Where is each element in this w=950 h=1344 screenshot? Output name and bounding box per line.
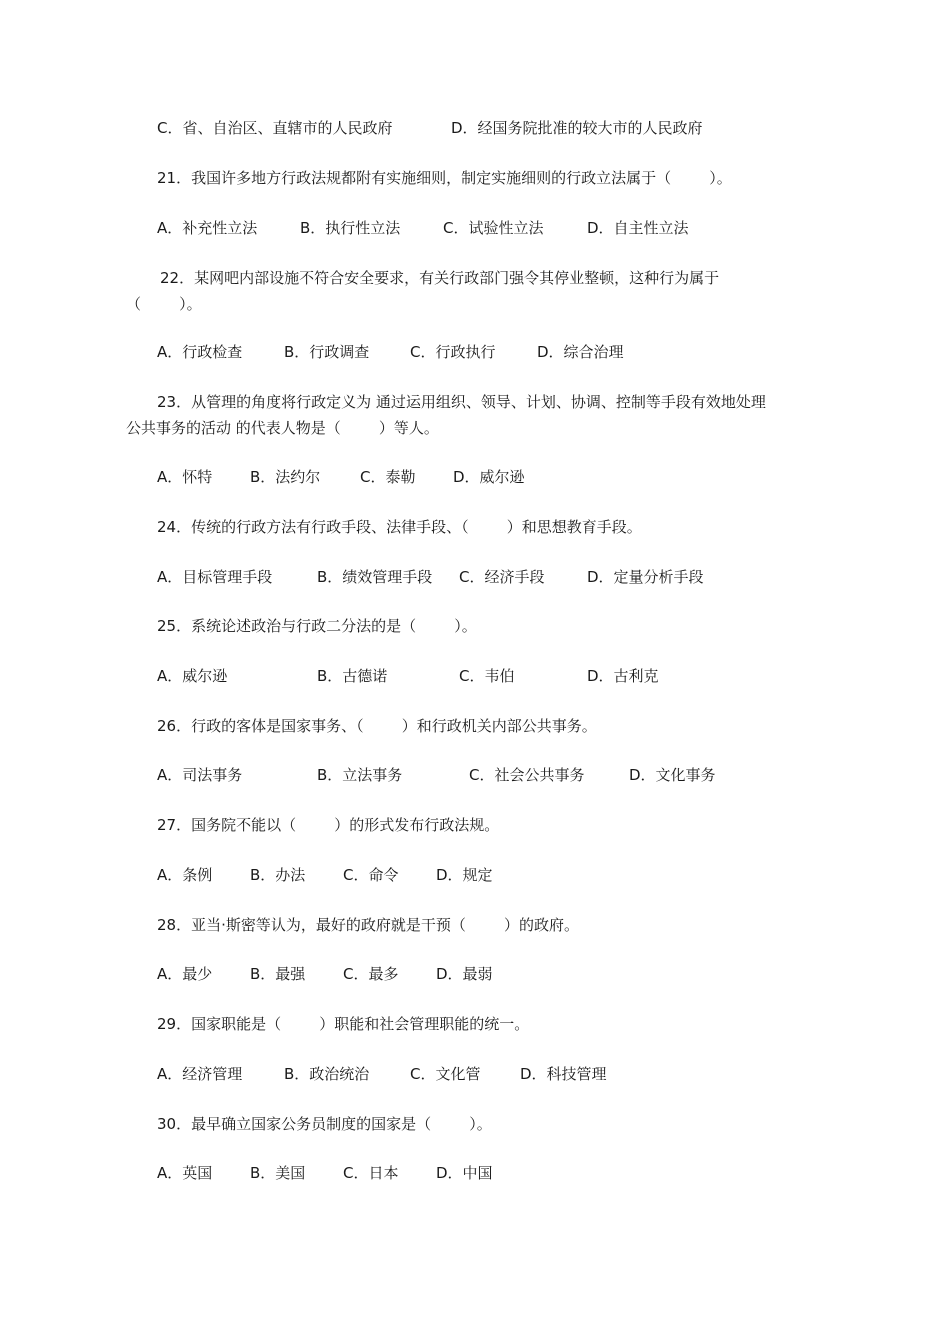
- q23-stem-line2: [0, 416, 439, 440]
- question-stem: 21．我国许多地方行政法规都附有实施细则，制定实施细则的行政立法属于（ ）。: [157, 169, 732, 187]
- q24-stem: [0, 515, 642, 539]
- q25-stem: [0, 614, 477, 638]
- option-d: D．科技管理: [520, 1065, 607, 1083]
- option-b: B．绩效管理手段: [317, 568, 433, 586]
- option-b: B．办法: [250, 866, 306, 884]
- q24-options: [0, 565, 704, 589]
- option-c: C．韦伯: [459, 667, 515, 685]
- q29-options: [0, 1062, 607, 1086]
- option-b: B．最强: [250, 965, 306, 983]
- question-stem: 30．最早确立国家公务员制度的国家是（ ）。: [157, 1115, 492, 1133]
- option-b: B．美国: [250, 1164, 306, 1182]
- q25-options: [0, 664, 659, 688]
- option-c: C．最多: [343, 965, 399, 983]
- q21-options: [0, 216, 689, 240]
- option-c: C．文化管: [410, 1065, 481, 1083]
- option-c: C．试验性立法: [443, 219, 544, 237]
- question-stem: 28．亚当·斯密等认为，最好的政府就是干预（ ）的政府。: [157, 916, 580, 934]
- option-c: C．行政执行: [410, 343, 496, 361]
- option-b: B．古德诺: [317, 667, 388, 685]
- q28-options: [0, 962, 493, 986]
- q26-options: [0, 763, 716, 787]
- q20-option-c: C．省、自治区、直辖市的人民政府: [157, 119, 393, 137]
- option-b: B．立法事务: [317, 766, 403, 784]
- option-a: A．司法事务: [157, 766, 243, 784]
- option-d: D．文化事务: [629, 766, 716, 784]
- option-a: A．怀特: [157, 468, 213, 486]
- option-d: D．中国: [436, 1164, 493, 1182]
- q27-options: [0, 863, 493, 887]
- option-a: A．最少: [157, 965, 213, 983]
- option-a: A．条例: [157, 866, 213, 884]
- question-stem: 22．某网吧内部设施不符合安全要求，有关行政部门强令其停业整顿，这种行为属于: [160, 269, 720, 287]
- q22-stem-line1: [0, 266, 720, 290]
- option-d: D．威尔逊: [453, 468, 525, 486]
- q30-stem: [0, 1112, 492, 1136]
- option-d: D．自主性立法: [587, 219, 689, 237]
- q27-stem: [0, 813, 500, 837]
- option-a: A．经济管理: [157, 1065, 243, 1083]
- option-a: A．行政检查: [157, 343, 243, 361]
- option-a: A．补充性立法: [157, 219, 258, 237]
- q30-options: [0, 1161, 493, 1185]
- q26-stem: [0, 714, 597, 738]
- option-d: D．定量分析手段: [587, 568, 704, 586]
- question-stem: 26．行政的客体是国家事务、（ ）和行政机关内部公共事务。: [157, 717, 597, 735]
- option-d: D．综合治理: [537, 343, 624, 361]
- question-stem: 29．国家职能是（ ）职能和社会管理职能的统一。: [157, 1015, 530, 1033]
- option-c: C．泰勒: [360, 468, 416, 486]
- question-stem: 25．系统论述政治与行政二分法的是（ ）。: [157, 617, 477, 635]
- q22-stem-line2: [0, 292, 202, 316]
- option-b: B．执行性立法: [300, 219, 401, 237]
- question-stem-continued: （ ）。: [126, 295, 202, 313]
- option-a: A．目标管理手段: [157, 568, 273, 586]
- question-stem-continued: 公共事务的活动 的代表人物是（ ）等人。: [126, 419, 439, 437]
- option-d: D．规定: [436, 866, 493, 884]
- option-c: C．命令: [343, 866, 399, 884]
- question-stem: 27．国务院不能以（ ）的形式发布行政法规。: [157, 816, 500, 834]
- option-b: B．法约尔: [250, 468, 321, 486]
- option-a: A．威尔逊: [157, 667, 228, 685]
- q23-stem-line1: [0, 390, 766, 414]
- q23-options: [0, 465, 525, 489]
- question-stem: 24．传统的行政方法有行政手段、法律手段、（ ）和思想教育手段。: [157, 518, 642, 536]
- option-c: C．社会公共事务: [469, 766, 585, 784]
- option-d: D．古利克: [587, 667, 659, 685]
- option-b: B．行政调查: [284, 343, 370, 361]
- option-d: D．最弱: [436, 965, 493, 983]
- option-a: A．英国: [157, 1164, 213, 1182]
- q28-stem: [0, 913, 580, 937]
- q22-options: [0, 340, 624, 364]
- q29-stem: [0, 1012, 530, 1036]
- question-stem: 23．从管理的角度将行政定义为 通过运用组织、领导、计划、协调、控制等手段有效地处理: [157, 393, 766, 411]
- q20-options: [0, 116, 703, 140]
- option-b: B．政治统治: [284, 1065, 370, 1083]
- q21-stem: [0, 166, 732, 190]
- option-c: C．经济手段: [459, 568, 545, 586]
- option-c: C．日本: [343, 1164, 399, 1182]
- q20-option-d: D．经国务院批准的较大市的人民政府: [451, 119, 703, 137]
